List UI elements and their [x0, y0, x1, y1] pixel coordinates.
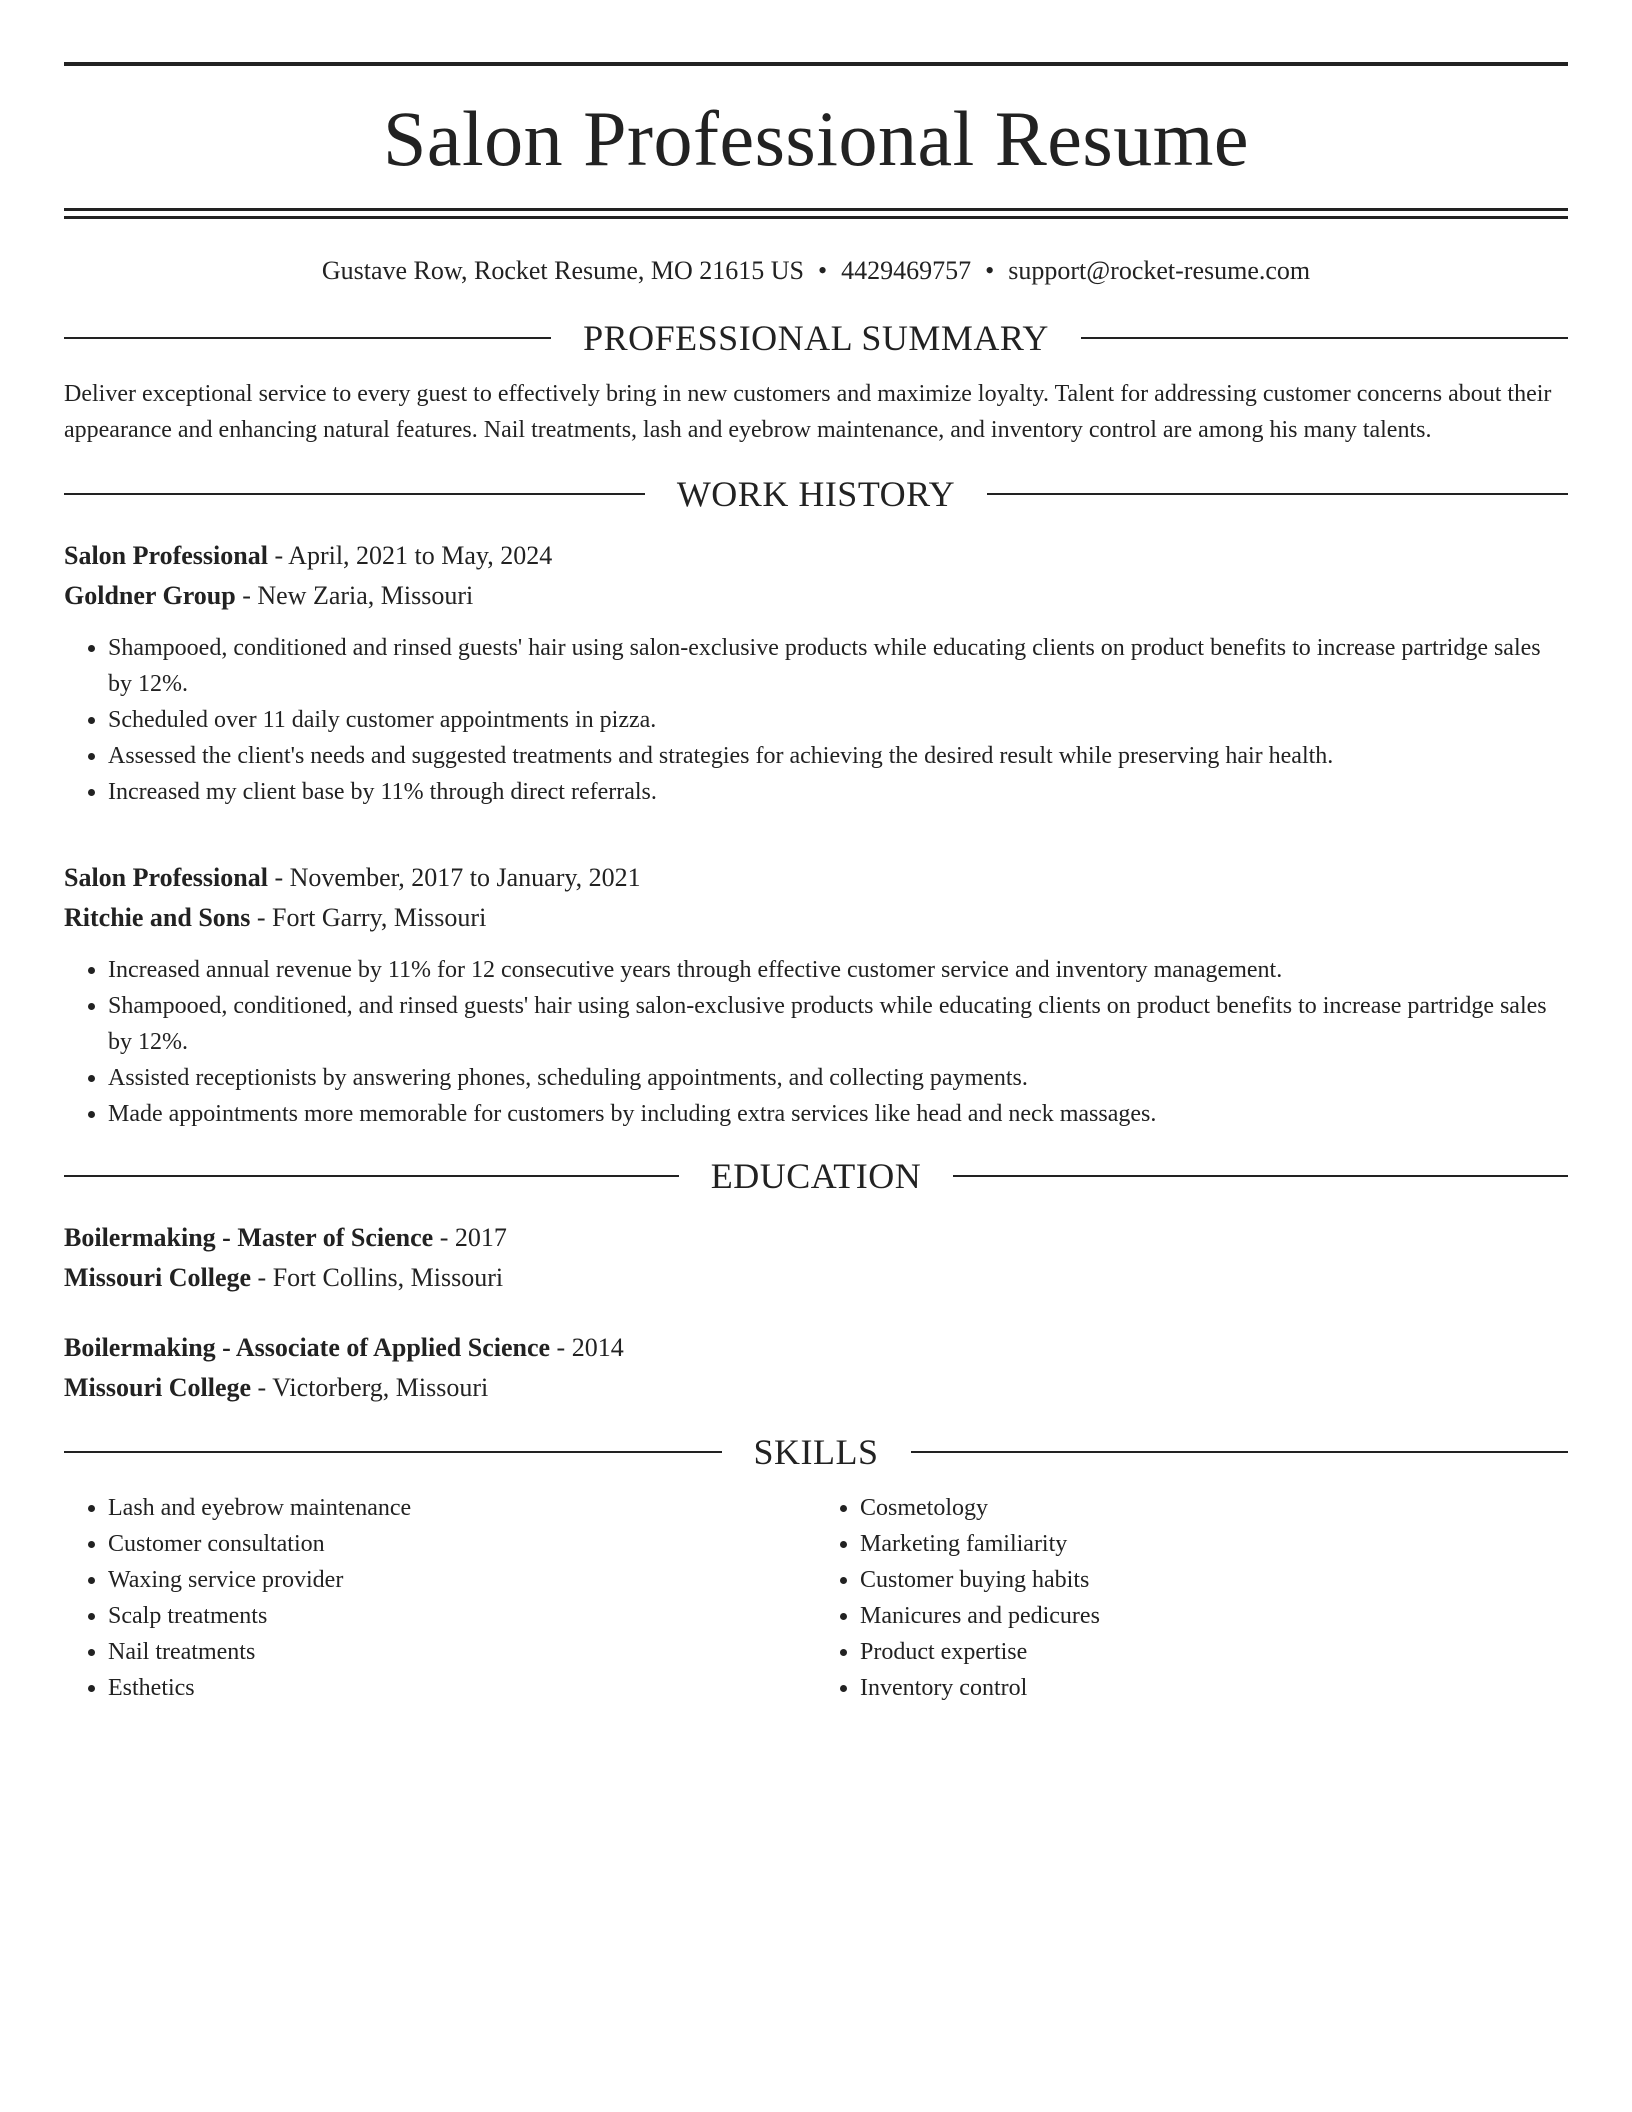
skill-item: • Scalp treatments	[108, 1598, 816, 1634]
top-rule	[64, 62, 1568, 66]
section-title: PROFESSIONAL SUMMARY	[583, 318, 1049, 359]
divider	[1081, 337, 1568, 339]
skill-item: • Product expertise	[860, 1634, 1568, 1670]
section-heading-skills	[64, 1432, 1568, 1473]
divider	[911, 1451, 1569, 1453]
job-bullets	[64, 630, 1568, 810]
divider	[64, 337, 551, 339]
skill-item: • Customer buying habits	[860, 1562, 1568, 1598]
skill-item: • Customer consultation	[108, 1526, 816, 1562]
school-line	[64, 1258, 1568, 1298]
education-entry	[64, 1218, 1568, 1298]
school-location: - Victorberg, Missouri	[251, 1373, 489, 1403]
degree-year: - 2014	[550, 1333, 624, 1363]
list-item: • Scheduled over 11 daily customer appointments in pizza.	[108, 702, 1568, 738]
job-title: Salon Professional	[64, 541, 268, 571]
contact-email[interactable]: support@rocket-resume.com	[1008, 256, 1311, 285]
list-item: • Assisted receptionists by answering phones, scheduling appointments, and collecting payments.	[108, 1060, 1568, 1096]
list-item: • Increased my client base by 11% through direct referrals.	[108, 774, 1568, 810]
contact-phone: 4429469757	[841, 256, 972, 285]
skills-list-right	[816, 1490, 1568, 1706]
job-company: Goldner Group	[64, 581, 236, 611]
skill-item: • Inventory control	[860, 1670, 1568, 1706]
job-company: Ritchie and Sons	[64, 903, 251, 933]
section-heading-education	[64, 1156, 1568, 1197]
job-title-line	[64, 858, 1568, 898]
degree: Boilermaking - Associate of Applied Science	[64, 1333, 551, 1363]
skill-item: • Lash and eyebrow maintenance	[108, 1490, 816, 1526]
skills-columns	[64, 1490, 1568, 1706]
degree-year: - 2017	[433, 1223, 507, 1253]
job-entry	[64, 536, 1568, 810]
job-location: - Fort Garry, Missouri	[250, 903, 487, 933]
skill-item: • Marketing familiarity	[860, 1526, 1568, 1562]
job-entry	[64, 858, 1568, 1132]
section-title: SKILLS	[753, 1432, 879, 1473]
education-entry	[64, 1328, 1568, 1408]
skill-item: • Esthetics	[108, 1670, 816, 1706]
skill-item: • Manicures and pedicures	[860, 1598, 1568, 1634]
divider	[64, 493, 645, 495]
list-item: • Shampooed, conditioned and rinsed guests' hair using salon-exclusive products while educating clients on product benefits to increase partridge sales by 12%.	[108, 630, 1568, 702]
school: Missouri College	[64, 1373, 252, 1403]
skills-list-left	[64, 1490, 816, 1706]
summary-paragraph: Deliver exceptional service to every guest to effectively bring in new customers and maximize loyalty. Talent for addressing customer concerns about their appearance and enhancing natural features. Nail treatments, lash and eyebrow maintenance, and inventory control are among his many talents.	[64, 381, 1552, 444]
contact-address: Gustave Row, Rocket Resume, MO 21615 US	[321, 256, 805, 285]
divider	[64, 1175, 679, 1177]
contact-separator: •	[818, 256, 828, 285]
divider	[64, 1451, 722, 1453]
contact-line	[64, 255, 1568, 286]
title-double-rule	[64, 208, 1568, 219]
section-title: EDUCATION	[710, 1156, 922, 1197]
job-title: Salon Professional	[64, 863, 268, 893]
section-heading-summary	[64, 318, 1568, 359]
job-bullets	[64, 952, 1568, 1132]
skill-item: • Waxing service provider	[108, 1562, 816, 1598]
section-heading-work-history	[64, 474, 1568, 515]
page-title: Salon Professional Resume	[382, 95, 1250, 182]
school-location: - Fort Collins, Missouri	[251, 1263, 504, 1293]
list-item: • Increased annual revenue by 11% for 12 consecutive years through effective customer service and inventory management.	[108, 952, 1568, 988]
school: Missouri College	[64, 1263, 252, 1293]
school-line	[64, 1368, 1568, 1408]
divider	[953, 1175, 1568, 1177]
degree-line	[64, 1218, 1568, 1258]
skill-item: • Nail treatments	[108, 1634, 816, 1670]
list-item: • Shampooed, conditioned, and rinsed guests' hair using salon-exclusive products while educating clients on product benefits to increase partridge sales by 12%.	[108, 988, 1568, 1060]
degree-line	[64, 1328, 1568, 1368]
skill-item: • Cosmetology	[860, 1490, 1568, 1526]
list-item: • Assessed the client's needs and suggested treatments and strategies for achieving the desired result while preserving hair health.	[108, 738, 1568, 774]
section-title: WORK HISTORY	[676, 474, 956, 515]
divider	[987, 493, 1568, 495]
list-item: • Made appointments more memorable for customers by including extra services like head and neck massages.	[108, 1096, 1568, 1132]
job-dates: - April, 2021 to May, 2024	[267, 541, 553, 571]
job-dates: - November, 2017 to January, 2021	[267, 863, 641, 893]
job-location: - New Zaria, Missouri	[235, 581, 474, 611]
contact-separator: •	[985, 256, 995, 285]
job-title-line	[64, 536, 1568, 576]
job-company-line	[64, 898, 1568, 938]
degree: Boilermaking - Master of Science	[64, 1223, 434, 1253]
job-company-line	[64, 576, 1568, 616]
